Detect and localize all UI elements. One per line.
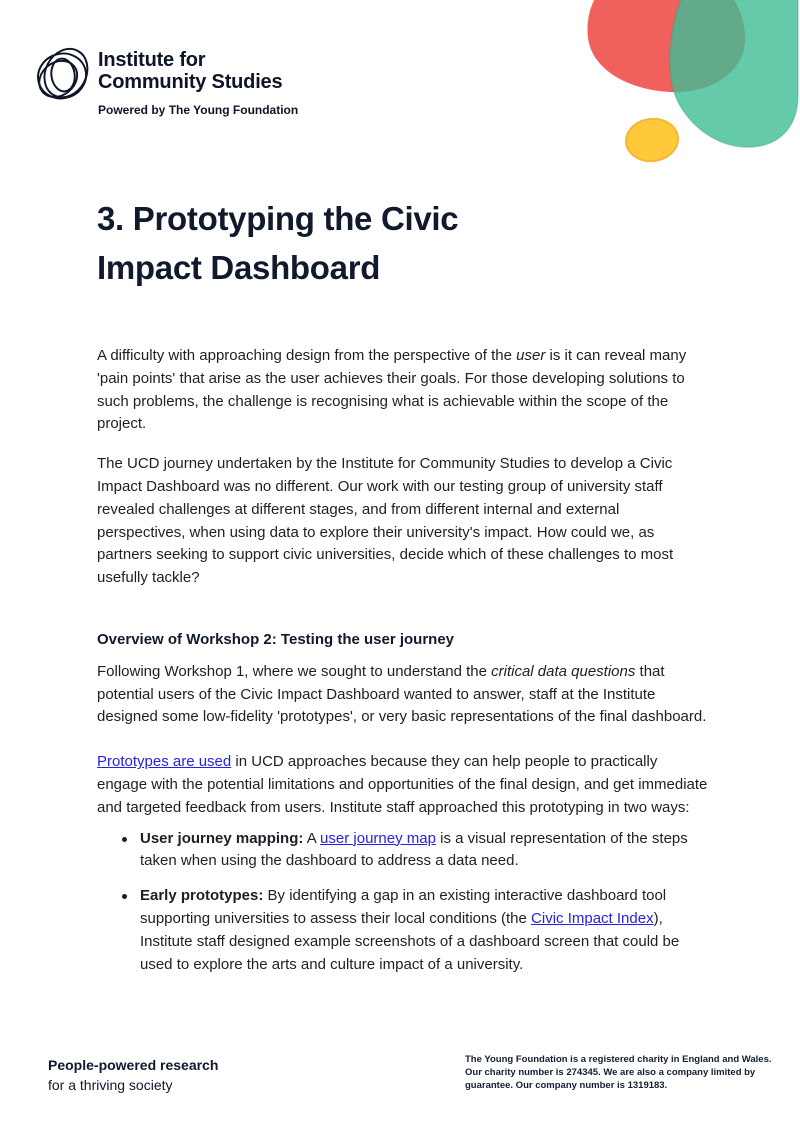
logo-icon bbox=[34, 44, 94, 106]
paragraph-3 bbox=[97, 661, 709, 729]
bullet-1-text: is a visual representation of the steps taken when using the dashboard to address a data need. bbox=[140, 829, 688, 870]
footer-slogan-line1: People-powered research bbox=[48, 1057, 219, 1073]
decorative-blob-yellow bbox=[624, 116, 681, 164]
paragraph-3-text: that potential users of the Civic Impact Dashboard wanted to answer, staff at the Institute designed some low-fidelity 'prototypes', or very basic representations of the final dashboard. bbox=[97, 662, 707, 726]
paragraph-3-italic: critical data questions bbox=[491, 662, 636, 680]
decorative-blobs bbox=[540, 0, 800, 210]
bullet-2-text: ), Institute staff designed example screenshots of a dashboard screen that could be used to explore the arts and culture impact of a university. bbox=[140, 909, 680, 973]
bullet-1-text: A bbox=[303, 829, 321, 847]
paragraph-1-italic: user bbox=[516, 347, 546, 364]
footer-legal-line2: Our charity number is 274345. We are also a company limited by bbox=[465, 1067, 756, 1079]
org-name-line2: Community Studies bbox=[98, 70, 283, 93]
section-heading: Overview of Workshop 2: Testing the user journey bbox=[97, 630, 455, 648]
paragraph-1-text: is it can reveal many 'pain points' that arise as the user achieves their goals. For those developing solutions to such problems, the challenge is recognising what is achievable within the scope of the project. bbox=[97, 347, 687, 433]
prototypes-are-used-link[interactable]: Prototypes are used bbox=[97, 753, 232, 771]
footer-slogan-line2: for a thriving society bbox=[48, 1076, 173, 1093]
decorative-blob-green bbox=[670, 0, 798, 147]
logo-text bbox=[98, 44, 298, 117]
paragraph-1 bbox=[97, 345, 709, 436]
page-title-line1: 3. Prototyping the Civic bbox=[97, 200, 459, 237]
paragraph-1-text: A difficulty with approaching design from the perspective of the bbox=[97, 347, 517, 364]
page-title-line2: Impact Dashboard bbox=[97, 249, 381, 286]
bullet-list bbox=[97, 828, 709, 977]
paragraph-2: The UCD journey undertaken by the Institute for Community Studies to develop a Civic Impact Dashboard was no different. Our work with our testing group of university staff revealed challenges at different stages, and from different internal and external perspectives, when using data to explore their university's impact. How could we, as partners seeking to support civic universities, decide which of these challenges to most usefully tackle? bbox=[97, 455, 674, 587]
civic-impact-index-link[interactable]: Civic Impact Index bbox=[531, 909, 654, 927]
footer-legal-line1: The Young Foundation is a registered charity in England and Wales. bbox=[465, 1054, 772, 1065]
bullet-2-lead: Early prototypes: bbox=[140, 887, 264, 905]
paragraph-4 bbox=[97, 751, 709, 819]
paragraph-4-text: in UCD approaches because they can help people to practically engage with the potential limitations and opportunities of the final design, and get immediate and targeted feedback from users. Institute staff approached this prototyping in two ways: bbox=[97, 753, 708, 816]
bullet-item-early-prototypes bbox=[97, 885, 709, 976]
bullet-1-lead: User journey mapping: bbox=[140, 829, 304, 847]
page-title bbox=[97, 194, 709, 292]
org-name-line1: Institute for bbox=[98, 49, 206, 71]
bullet-item-user-journey-mapping bbox=[97, 828, 709, 874]
document-body bbox=[97, 194, 709, 988]
bullet-2-text: By identifying a gap in an existing interactive dashboard tool supporting universities to assess their local conditions (the bbox=[140, 887, 667, 927]
user-journey-map-link[interactable]: user journey map bbox=[320, 829, 436, 847]
org-logo bbox=[34, 44, 298, 117]
org-tagline: Powered by The Young Foundation bbox=[98, 103, 299, 117]
footer-slogan bbox=[48, 1056, 218, 1095]
footer-legal bbox=[465, 1053, 772, 1093]
paragraph-3-text: Following Workshop 1, where we sought to understand the bbox=[97, 662, 492, 680]
footer-legal-line3: guarantee. Our company number is 1319183. bbox=[465, 1080, 668, 1092]
